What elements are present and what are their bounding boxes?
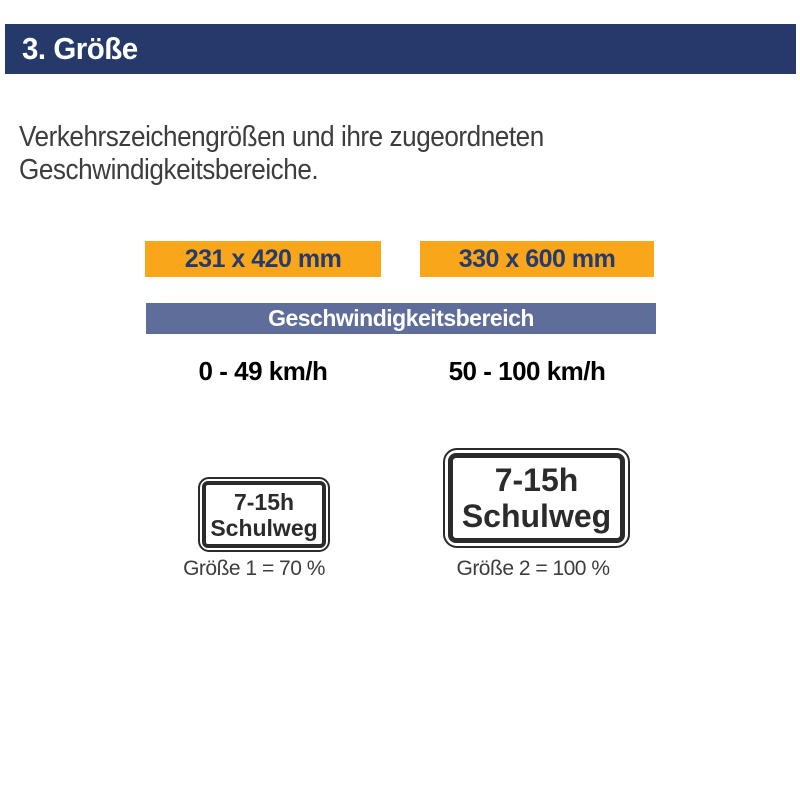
traffic-sign-schulweg-small bbox=[198, 477, 330, 552]
sign-large-caption: Größe 2 = 100 % bbox=[456, 557, 610, 580]
size-bar-large-label: 330 x 600 mm bbox=[458, 244, 616, 273]
sign-large-line-1: 7-15h bbox=[494, 462, 579, 498]
intro-line-1: Verkehrszeichengrößen und ihre zugeordneten bbox=[19, 121, 544, 153]
speed-label-large: 50 - 100 km/h bbox=[448, 356, 606, 386]
speed-range-band-label: Geschwindigkeitsbereich bbox=[268, 305, 534, 331]
section-header-bar bbox=[5, 24, 796, 74]
sign-large-line-2: Schulweg bbox=[461, 498, 612, 534]
size-bar-small bbox=[145, 241, 381, 277]
speed-range-band bbox=[146, 303, 656, 334]
intro-line-2: Geschwindigkeitsbereiche. bbox=[19, 154, 319, 186]
speed-label-small: 0 - 49 km/h bbox=[198, 356, 328, 386]
traffic-sign-schulweg-large bbox=[443, 448, 630, 548]
sign-small-caption: Größe 1 = 70 % bbox=[183, 557, 325, 580]
sign-small-line-1: 7-15h bbox=[233, 488, 295, 515]
sign-small-line-2: Schulweg bbox=[210, 514, 318, 541]
size-bar-large bbox=[420, 241, 654, 277]
size-bar-small-label: 231 x 420 mm bbox=[184, 244, 342, 273]
intro-paragraph bbox=[19, 121, 595, 187]
section-title: 3. Größe bbox=[22, 31, 138, 66]
traffic-sign-schulweg-small-face bbox=[202, 481, 326, 548]
traffic-sign-schulweg-large-face bbox=[448, 453, 625, 543]
